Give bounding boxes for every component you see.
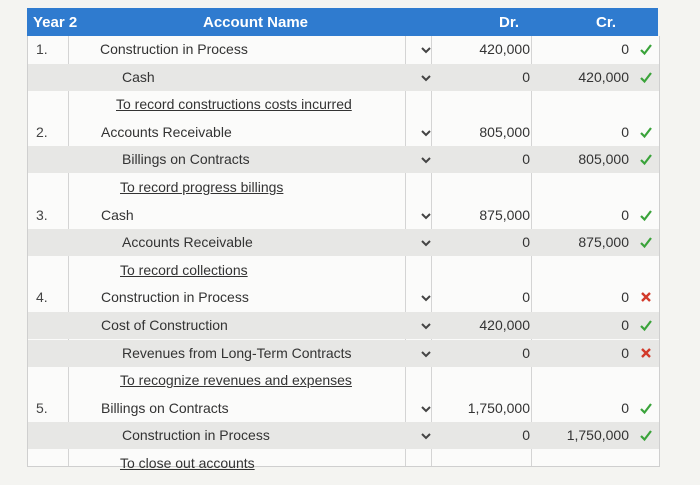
entry-memo: To record collections: [120, 261, 248, 278]
account-name-select[interactable]: Accounts Receivable: [122, 234, 253, 251]
journal-line-row: [28, 229, 659, 256]
credit-column-header: Cr.: [596, 14, 617, 31]
entry-number: 4.: [36, 289, 48, 306]
credit-amount-input[interactable]: 875,000: [578, 234, 629, 251]
journal-line-row: [28, 146, 659, 173]
debit-amount-input[interactable]: 875,000: [479, 206, 530, 223]
memo-row: [28, 257, 659, 284]
chevron-down-icon[interactable]: [420, 319, 432, 331]
chevron-down-icon[interactable]: [420, 126, 432, 138]
journal-line-row: [28, 422, 659, 449]
check-icon: [639, 235, 653, 249]
debit-amount-input[interactable]: 0: [522, 234, 530, 251]
chevron-down-icon[interactable]: [420, 236, 432, 248]
debit-amount-input[interactable]: 1,750,000: [467, 399, 530, 416]
account-name-select[interactable]: Billings on Contracts: [122, 151, 250, 168]
chevron-down-icon[interactable]: [420, 71, 432, 83]
account-name-select[interactable]: Cash: [122, 68, 155, 85]
check-icon: [639, 428, 653, 442]
entry-memo: To recognize revenues and expenses: [120, 372, 352, 389]
credit-amount-input[interactable]: 1,750,000: [566, 427, 629, 444]
memo-row: [28, 367, 659, 394]
entry-number: 1.: [36, 41, 48, 57]
chevron-down-icon[interactable]: [420, 402, 432, 414]
debit-amount-input[interactable]: 0: [522, 344, 530, 361]
memo-row: [28, 91, 659, 118]
year-column-header: Year 2: [33, 14, 78, 31]
account-name-select[interactable]: Accounts Receivable: [101, 123, 232, 140]
account-name-select[interactable]: Billings on Contracts: [101, 399, 229, 416]
account-name-select[interactable]: Cash: [101, 206, 134, 223]
debit-column-header: Dr.: [499, 14, 520, 31]
chevron-down-icon[interactable]: [420, 209, 432, 221]
credit-amount-input[interactable]: 0: [621, 206, 629, 223]
check-icon: [639, 152, 653, 166]
memo-row: [28, 174, 659, 201]
chevron-down-icon[interactable]: [420, 291, 432, 303]
journal-line-row: [28, 284, 659, 311]
check-icon: [639, 125, 653, 139]
debit-amount-input[interactable]: 805,000: [479, 123, 530, 140]
account-name-select[interactable]: Construction in Process: [122, 427, 270, 444]
chevron-down-icon[interactable]: [420, 153, 432, 165]
debit-amount-input[interactable]: 0: [522, 151, 530, 168]
journal-line-row: [28, 202, 659, 229]
account-name-select[interactable]: Cost of Construction: [101, 317, 228, 333]
journal-line-row: [28, 340, 659, 367]
credit-amount-input[interactable]: 0: [621, 344, 629, 361]
credit-amount-input[interactable]: 0: [621, 41, 629, 57]
cross-icon: [639, 290, 653, 304]
check-icon: [639, 401, 653, 415]
entry-memo: To record progress billings: [120, 179, 284, 195]
journal-line-row: [28, 119, 659, 146]
credit-amount-input[interactable]: 0: [621, 399, 629, 416]
journal-line-row: [28, 36, 659, 63]
entry-number: 2.: [36, 123, 48, 140]
check-icon: [639, 42, 653, 56]
chevron-down-icon[interactable]: [420, 43, 432, 55]
debit-amount-input[interactable]: 0: [522, 68, 530, 85]
account-name-select[interactable]: Construction in Process: [101, 289, 249, 306]
journal-line-row: [28, 312, 659, 339]
debit-amount-input[interactable]: 0: [522, 289, 530, 306]
table-header: [27, 8, 658, 36]
journal-line-row: [28, 395, 659, 422]
account-name-column-header: Account Name: [203, 14, 309, 31]
chevron-down-icon[interactable]: [420, 347, 432, 359]
debit-amount-input[interactable]: 420,000: [479, 317, 530, 333]
entry-memo: To close out accounts: [120, 455, 255, 471]
cross-icon: [639, 346, 653, 360]
entry-memo: To record constructions costs incurred: [116, 96, 352, 113]
debit-amount-input[interactable]: 420,000: [479, 41, 530, 57]
chevron-down-icon[interactable]: [420, 429, 432, 441]
entry-number: 5.: [36, 399, 48, 416]
account-name-select[interactable]: Construction in Process: [100, 41, 248, 57]
entry-number: 3.: [36, 206, 48, 223]
check-icon: [639, 208, 653, 222]
credit-amount-input[interactable]: 0: [621, 317, 629, 333]
credit-amount-input[interactable]: 0: [621, 123, 629, 140]
credit-amount-input[interactable]: 805,000: [578, 151, 629, 168]
check-icon: [639, 70, 653, 84]
journal-table: [27, 36, 660, 471]
credit-amount-input[interactable]: 0: [621, 289, 629, 306]
account-name-select[interactable]: Revenues from Long-Term Contracts: [122, 344, 352, 361]
journal-line-row: [28, 64, 659, 91]
memo-row: [28, 450, 659, 477]
debit-amount-input[interactable]: 0: [522, 427, 530, 444]
check-icon: [639, 318, 653, 332]
credit-amount-input[interactable]: 420,000: [578, 68, 629, 85]
